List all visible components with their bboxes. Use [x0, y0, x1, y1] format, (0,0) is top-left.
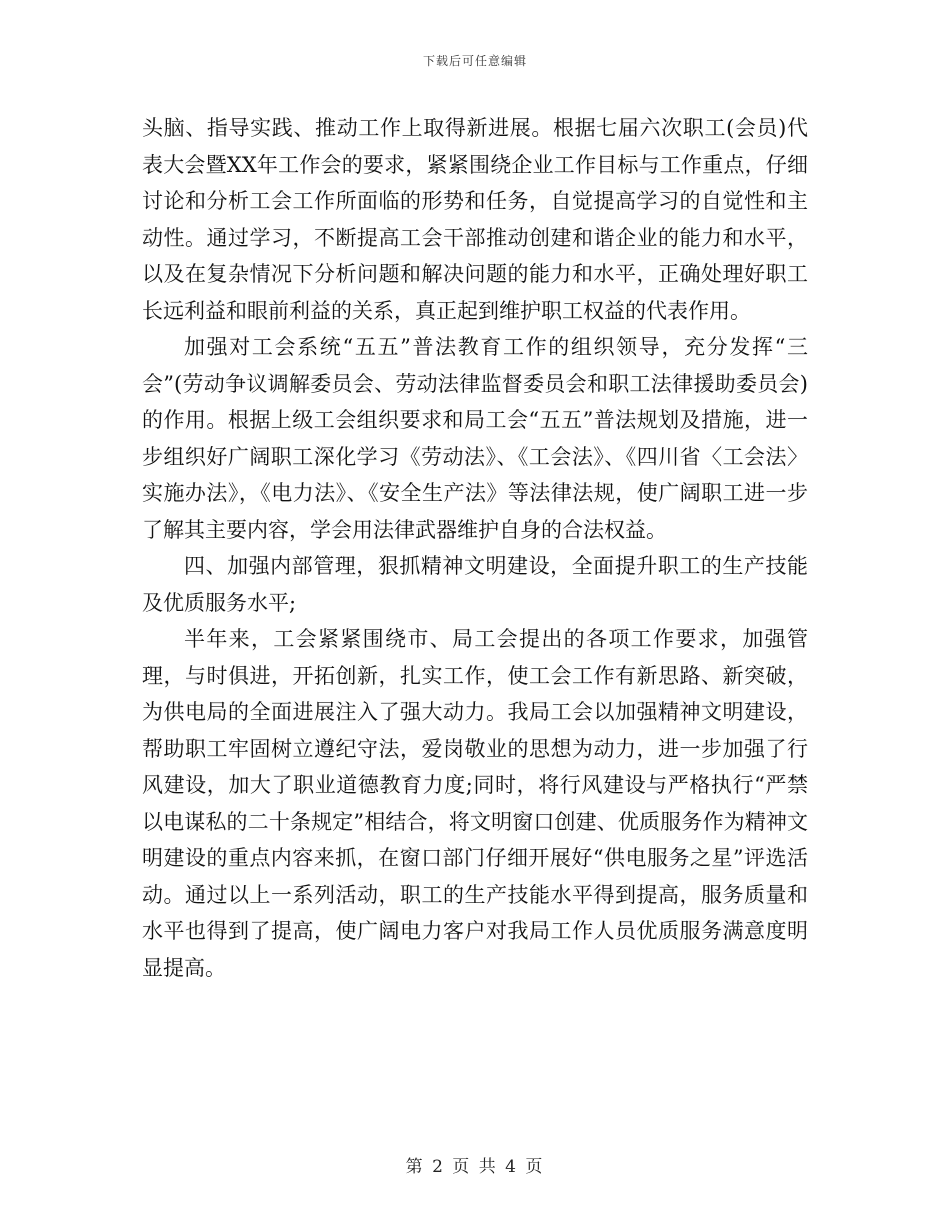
paragraph-1: 头脑、指导实践、推动工作上取得新进展。根据七届六次职工(会员)代表大会暨XX年工作会的要求，紧紧围绕企业工作目标与工作重点，仔细讨论和分析工会工作所面临的形势和任务，自觉提高学习的自觉性和主动性。通过学习，不断提高工会干部推动创建和谐企业的能力和水平，以及在复杂情况下分析问题和解决问题的能力和水平，正确处理好职工长远利益和眼前利益的关系，真正起到维护职工权益的代表作用。 — [142, 116, 808, 323]
page-header-note: 下载后可任意编辑 — [422, 54, 527, 68]
page-number: 第 2 页 共 4 页 — [405, 1157, 545, 1177]
document-body — [142, 110, 808, 986]
paragraph-3-heading: 四、加强内部管理，狠抓精神文明建设，全面提升职工的生产技能及优质服务水平; — [142, 554, 808, 615]
paragraph-4: 半年来，工会紧紧围绕市、局工会提出的各项工作要求，加强管理，与时俱进，开拓创新，扎实工作，使工会工作有新思路、新突破，为供电局的全面进展注入了强大动力。我局工会以加强精神文明建设，帮助职工牢固树立遵纪守法，爱岗敬业的思想为动力，进一步加强了行风建设，加大了职业道德教育力度;同时，将行风建设与严格执行“严禁以电谋私的二十条规定”相结合，将文明窗口创建、优质服务作为精神文明建设的重点内容来抓，在窗口部门仔细开展好“供电服务之星”评选活动。通过以上一系列活动，职工的生产技能水平得到提高，服务质量和水平也得到了提高，使广阔电力客户对我局工作人员优质服务满意度明显提高。 — [142, 627, 808, 980]
paragraph-2: 加强对工会系统“五五”普法教育工作的组织领导，充分发挥“三会”(劳动争议调解委员会、劳动法律监督委员会和职工法律援助委员会)的作用。根据上级工会组织要求和局工会“五五”普法规划及措施，进一步组织好广阔职工深化学习《劳动法》、《工会法》、《四川省〈工会法〉实施办法》，《电力法》、《安全生产法》等法律法规，使广阔职工进一步了解其主要内容，学会用法律武器维护自身的合法权益。 — [142, 335, 808, 542]
